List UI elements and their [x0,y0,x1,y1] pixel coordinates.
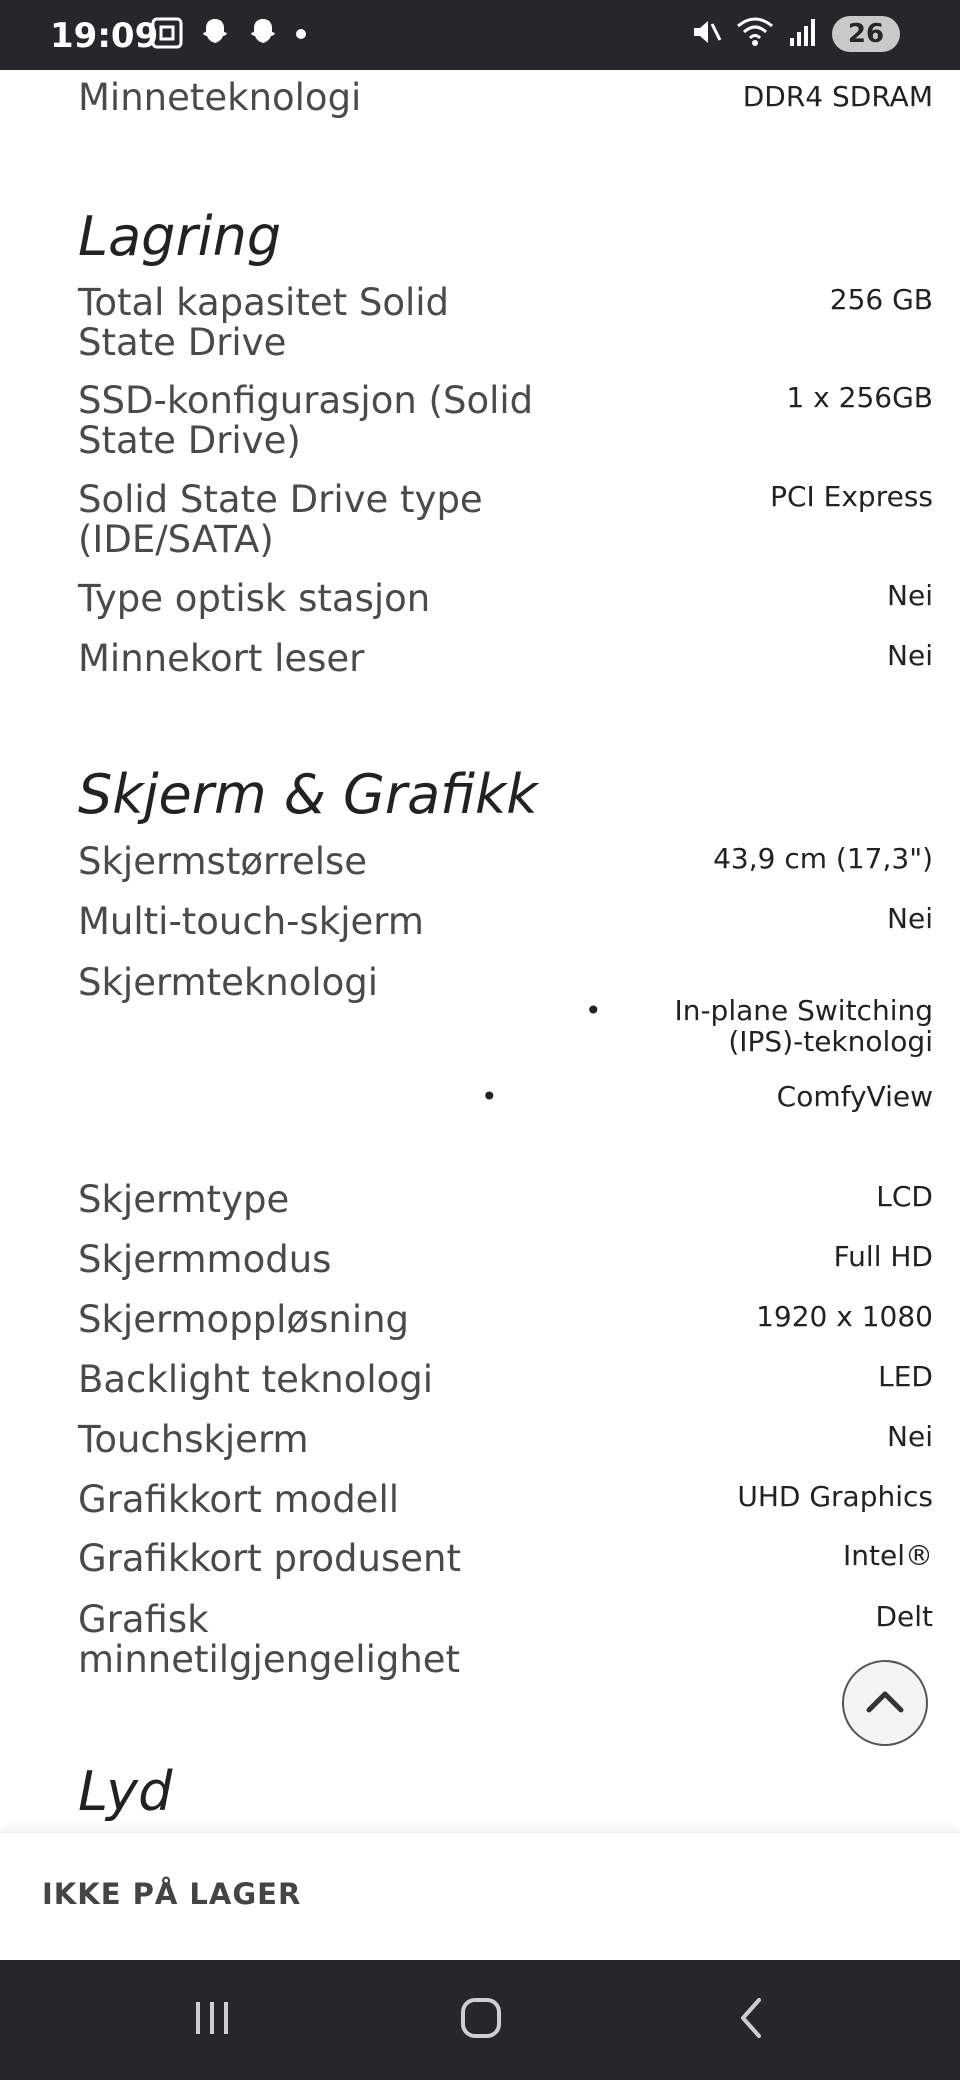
chevron-up-icon [865,1688,905,1718]
back-icon [735,1996,765,2044]
back-button[interactable] [710,1990,790,2050]
navigation-bar [0,1960,960,2080]
spec-label: Skjermoppløsning [78,1298,410,1341]
bullet-text: ComfyView [776,1080,933,1113]
spec-row [78,381,933,461]
mute-icon [690,16,722,52]
spec-label: Multi-touch-skjerm [78,900,424,943]
stock-status-bar [0,1832,960,1961]
spec-value: UHD Graphics [737,1480,933,1513]
dot-icon [294,26,308,45]
spec-value: 1 x 256GB [786,381,933,414]
spec-label: Total kapasitet Solid State Drive [78,281,450,364]
spec-row [78,842,933,882]
spec-row [78,1600,933,1680]
spec-row [78,639,933,679]
spec-label: Grafisk minnetilgjengelighet [78,1598,461,1681]
spec-label: Skjermstørrelse [78,840,368,883]
spec-value: LED [878,1360,933,1393]
spec-label: Backlight teknologi [78,1358,434,1401]
stock-status: IKKE PÅ LAGER [42,1877,302,1911]
spec-label: Solid State Drive type (IDE/SATA) [78,478,483,561]
spec-value: Nei [887,639,933,672]
section-title-skjerm-grafikk: Skjerm & Grafikk [78,763,538,826]
list-item [585,994,933,1058]
spec-row [78,579,933,619]
spec-label: Grafikkort produsent [78,1537,461,1580]
spec-label: Type optisk stasjon [78,577,431,620]
spec-value: LCD [876,1180,933,1213]
spec-value: Intel® [843,1539,933,1572]
spec-value: Full HD [833,1240,933,1273]
spec-value: Nei [887,1420,933,1453]
status-bar [0,0,960,70]
spec-row [78,78,933,118]
spec-label: Skjermmodus [78,1238,332,1281]
spec-label: Minnekort leser [78,637,365,680]
bullet-list [481,994,933,1113]
spec-value: 43,9 cm (17,3") [713,842,933,875]
spec-label: Skjermtype [78,1178,290,1221]
status-time: 19:09 [50,16,159,56]
spec-row [78,1480,933,1520]
screenshot-icon [150,16,184,54]
status-right-icons [690,16,900,52]
section-title-lyd: Lyd [78,1760,173,1823]
spec-label: Skjermteknologi [78,961,379,1004]
spec-row [78,1300,933,1340]
recent-apps-icon [192,1998,232,2042]
list-item [481,1080,933,1113]
spec-label: Grafikkort modell [78,1478,400,1521]
home-button[interactable] [441,1990,521,2050]
spec-row [78,480,933,560]
snapchat-icon [198,16,232,54]
wifi-icon [736,16,774,52]
section-title-lagring: Lagring [78,205,282,268]
spec-label: Touchskjerm [78,1418,309,1461]
spec-row [78,1180,933,1220]
spec-row [78,1539,933,1579]
spec-row [78,1240,933,1280]
bullet-dot: • [585,994,602,1027]
battery-indicator: 26 [832,16,900,52]
status-left-icons [150,16,308,54]
spec-value: PCI Express [770,480,933,513]
spec-value: 1920 x 1080 [756,1300,933,1333]
signal-icon [788,16,818,52]
spec-label: SSD-konfigurasjon (Solid State Drive) [78,379,534,462]
recent-apps-button[interactable] [172,1990,252,2050]
snapchat-icon [246,16,280,54]
spec-value: DDR4 SDRAM [742,80,933,113]
scroll-to-top-button[interactable] [842,1660,928,1746]
spec-value: Nei [887,579,933,612]
spec-row [78,283,933,363]
bullet-dot: • [481,1080,498,1113]
home-icon [459,1996,503,2044]
spec-label: Minneteknologi [78,76,362,119]
spec-value: Delt [875,1600,933,1633]
spec-value: Nei [887,902,933,935]
spec-row [78,1360,933,1400]
spec-row [78,1420,933,1460]
spec-value: 256 GB [829,283,933,316]
bullet-text: In-plane Switching (IPS)-teknologi [674,994,933,1058]
spec-row [78,902,933,942]
